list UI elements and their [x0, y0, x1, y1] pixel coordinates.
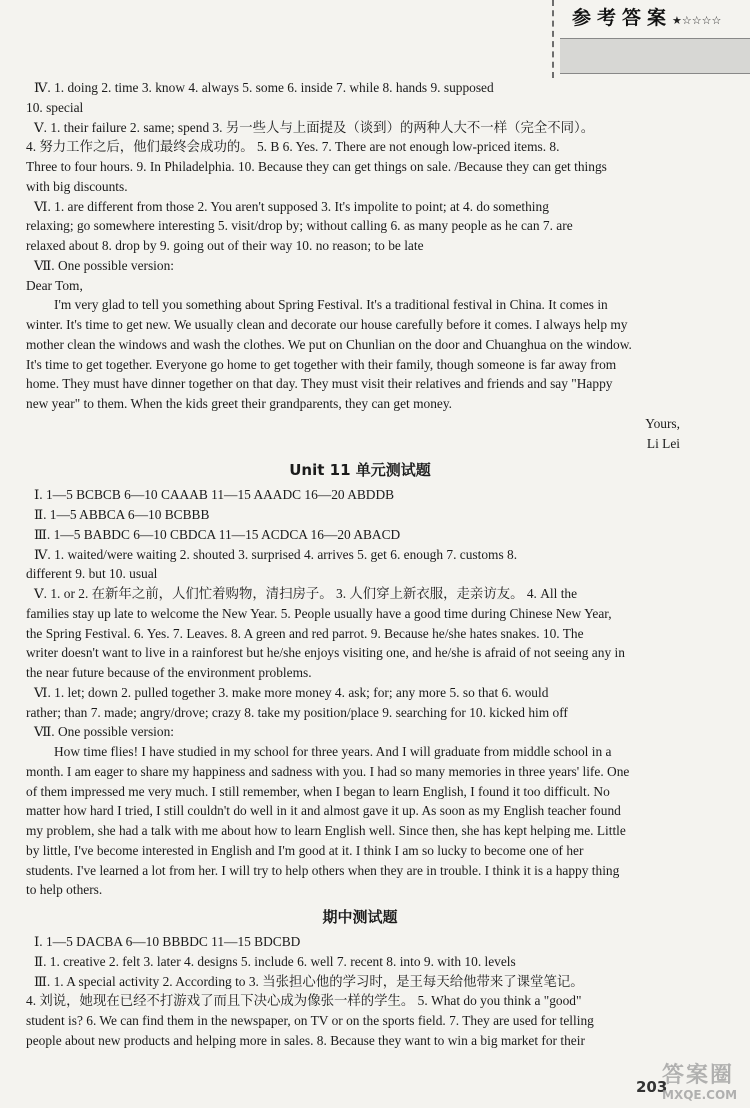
watermark-url: MXQE.COM	[662, 1088, 738, 1102]
text-line: different 9. but 10. usual	[26, 566, 158, 582]
text-line: I'm very glad to tell you something about Spring Festival. It's a traditional festival in China. It comes in	[54, 297, 608, 313]
text-line: Ⅳ. 1. doing 2. time 3. know 4. always 5. some 6. inside 7. while 8. hands 9. supposed	[34, 80, 494, 95]
text-line: How time flies! I have studied in my school for three years. And I will graduate from middle school in a	[54, 744, 612, 759]
section-heading-midterm: 期中测试题	[322, 908, 398, 926]
text-line: with big discounts.	[26, 178, 128, 194]
text-line: rather; than 7. made; angry/drove; crazy 8. take my position/place 9. searching for 10. kicked him off	[26, 704, 568, 720]
text-line: Ⅴ. 1. their failure 2. same; spend 3. 另一些人与上面提及（谈到）的两种人大不一样（完全不同）。	[34, 119, 595, 135]
text-line: students. I've learned a lot from her. I will try to help others when they are in trouble. I think it is a happy thing	[26, 862, 620, 878]
text-line: Ⅳ. 1. waited/were waiting 2. shouted 3. surprised 4. arrives 5. get 6. enough 7. customs 8.	[34, 546, 518, 562]
text-line: Ⅵ. 1. let; down 2. pulled together 3. make more money 4. ask; for; any more 5. so that 6. would	[34, 684, 549, 700]
text-line: Ⅱ. 1—5 ABBCA 6—10 BCBBB	[34, 507, 210, 522]
text-line: Three to four hours. 9. In Philadelphia. 10. Because they can get things on sale. /Because they can get things	[26, 159, 607, 174]
letter-closing: Yours,	[645, 415, 680, 431]
text-line: winter. It's time to get new. We usually clean and decorate our house carefully before it comes. I always help my	[26, 317, 628, 332]
header-title-text: 参考答案	[572, 7, 673, 29]
letter-greeting: Dear Tom,	[26, 277, 83, 293]
header-bar	[560, 38, 750, 74]
text-line: student is? 6. We can find them in the newspaper, on TV or on the sports field. 7. They are used for telling	[26, 1013, 594, 1028]
header-tab	[552, 0, 750, 78]
watermark-text: 答案圈	[662, 1063, 735, 1088]
text-line: Ⅲ. 1—5 BABDC 6—10 CBDCA 11—15 ACDCA 16—20 ABACD	[34, 526, 401, 542]
text-line: Ⅵ. 1. are different from those 2. You aren't supposed 3. It's impolite to point; at 4. do something	[34, 198, 549, 214]
text-line: 4. 努力工作之后，他们最终会成功的。 5. B 6. Yes. 7. There are not enough low-priced items. 8.	[26, 139, 560, 155]
text-line: new year" to them. When the kids greet their grandparents, they can get money.	[26, 396, 453, 411]
text-line: month. I am eager to share my happiness and sadness with you. I had so many memories in three years' life. One	[26, 763, 630, 779]
text-line: by little, I've become interested in English and I'm good at it. I think I am so lucky to become one of her	[26, 842, 584, 858]
text-line: Ⅴ. 1. or 2. 在新年之前，人们忙着购物，清扫房子。 3. 人们穿上新衣服，走亲访友。 4. All the	[34, 586, 578, 601]
text-line: to help others.	[26, 882, 103, 898]
text-line: mother clean the windows and wash the clothes. We put on Chunlian on the door and Chuanghua on the window.	[26, 336, 632, 352]
text-line: Ⅱ. 1. creative 2. felt 3. later 4. designs 5. include 6. well 7. recent 8. into 9. with 10. levels	[34, 953, 516, 969]
text-line: Ⅲ. 1. A special activity 2. According to 3. 当张担心他的学习时，是王每天给他带来了课堂笔记。	[34, 973, 584, 989]
text-line: matter how hard I tried, I still couldn't do well in it and almost gave it up. As soon as my English teacher found	[26, 803, 621, 819]
text-line: home. They must have dinner together on that day. They must visit their relatives and friends and say "Happy	[26, 376, 613, 392]
text-line: families stay up late to welcome the New Year. 5. People usually have a good time during Chinese New Year,	[26, 605, 612, 621]
text-line: Ⅰ. 1—5 DACBA 6—10 BBBDC 11—15 BDCBD	[34, 934, 301, 949]
text-line: my problem, she had a talk with me about how to learn English well. Since then, she has kept helping me. Little	[26, 823, 626, 838]
text-line: It's time to get together. Everyone go home to get together with their family, though someone is far away from	[26, 356, 617, 372]
text-line: writer doesn't want to live in a rainforest but he/she enjoys visiting one, and he/she is afraid of not seeing any in	[26, 645, 625, 661]
watermark-logo	[662, 1064, 746, 1104]
text-line: relaxed about 8. drop by 9. going out of their way 10. no reason; to be late	[26, 238, 424, 253]
text-line: Ⅶ. One possible version:	[34, 257, 175, 273]
text-line: 4. 刘说，她现在已经不打游戏了而且下决心成为像张一样的学生。 5. What do you think a "good"	[26, 993, 582, 1009]
text-line: people about new products and helping more in sales. 8. Because they want to win a big market for their	[26, 1032, 585, 1048]
text-line: 10. special	[26, 99, 84, 115]
text-line: of them impressed me very much. I still remember, when I began to learn English, I found it too difficult. No	[26, 783, 610, 799]
section-heading-unit-11: Unit 11 单元测试题	[289, 461, 431, 480]
text-line: the Spring Festival. 6. Yes. 7. Leaves. 8. A green and red parrot. 9. Because he/she hates snakes. 10. The	[26, 625, 584, 641]
text-line: relaxing; go somewhere interesting 5. visit/drop by; without calling 6. as many people as he can 7. are	[26, 218, 573, 234]
text-line: Ⅰ. 1—5 BCBCB 6—10 CAAAB 11—15 AAADC 16—20 ABDDB	[34, 487, 395, 503]
header-title	[572, 3, 721, 30]
page-number: 203	[636, 1078, 668, 1096]
letter-signature: Li Lei	[646, 435, 680, 451]
text-line: Ⅶ. One possible version:	[34, 724, 175, 740]
text-line: the near future because of the environment problems.	[26, 665, 312, 680]
header-stars: ★☆☆☆☆	[672, 14, 722, 27]
answer-content	[26, 78, 694, 1051]
